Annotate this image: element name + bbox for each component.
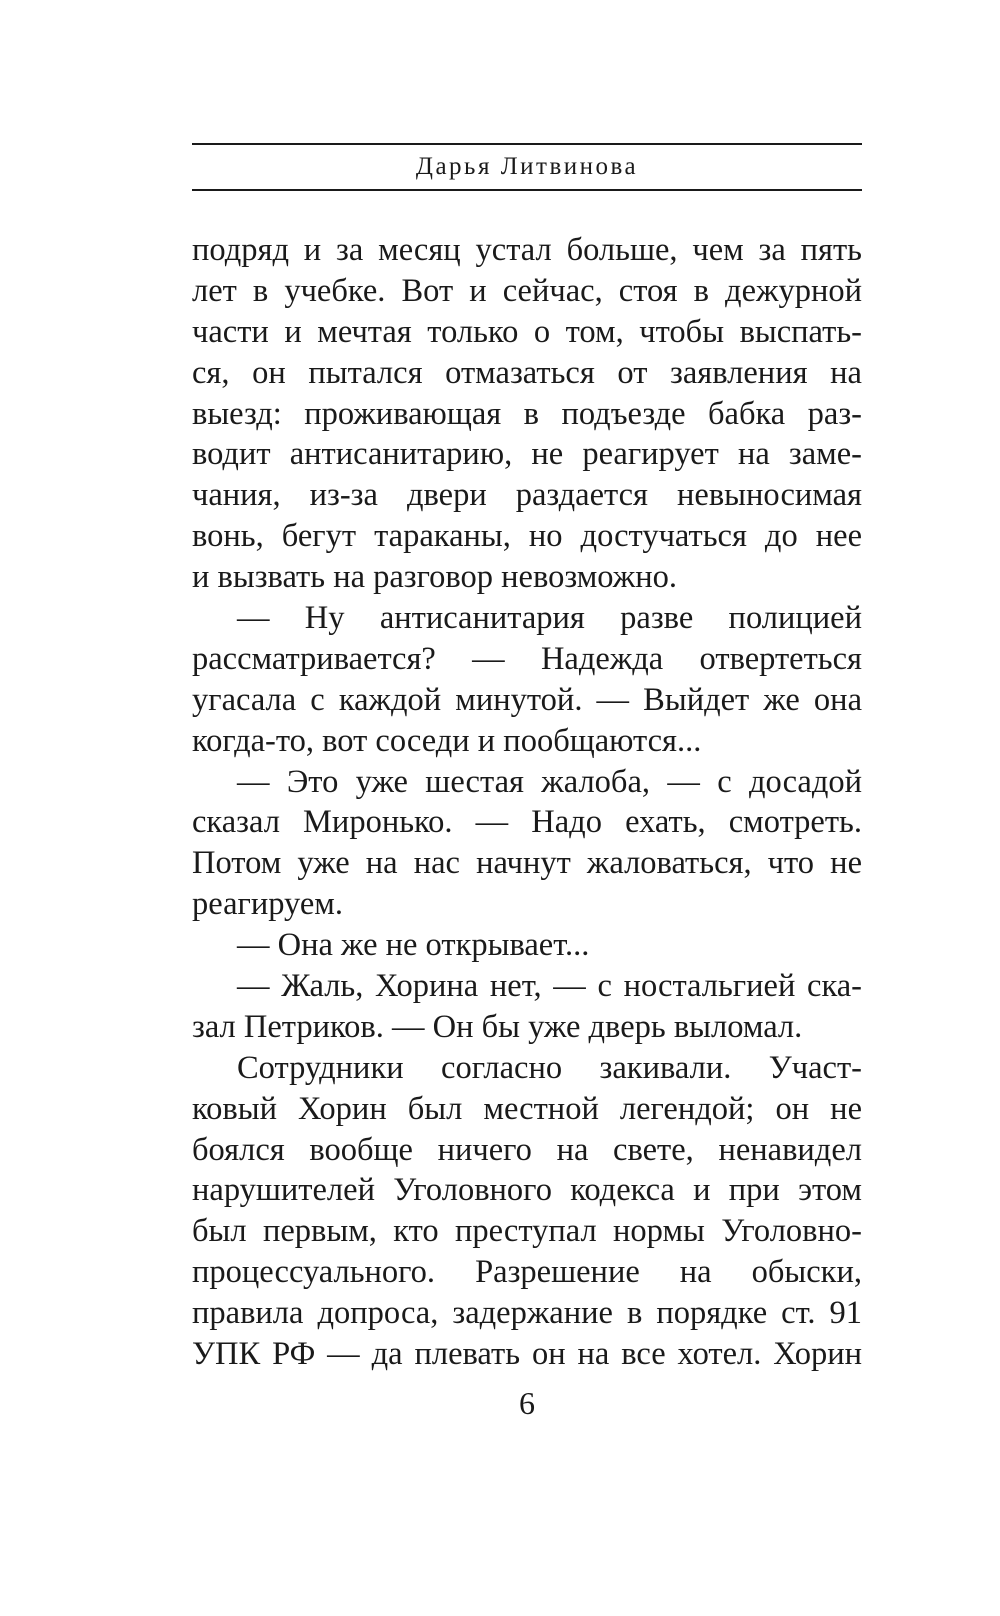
text-line: подряд и за месяц устал больше, чем за пять xyxy=(192,232,862,268)
text-line: — Это уже шестая жалоба, — с досадой xyxy=(237,763,862,800)
text-line: угасала с каждой минутой. — Выйдет же она xyxy=(192,681,862,718)
text-line: рассматривается? — Надежда отвертеться xyxy=(192,640,862,677)
text-line: процессуального. Разрешение на обыски, xyxy=(192,1254,862,1291)
header-top-rule xyxy=(192,143,862,145)
running-head-author: Дарья Литвинова xyxy=(415,153,639,180)
text-line: правила допроса, задержание в порядке ст. 91 xyxy=(192,1295,862,1332)
text-line: вонь, бегут тараканы, но достучаться до нее xyxy=(192,518,862,555)
header-bottom-rule xyxy=(192,189,862,191)
body-text xyxy=(192,230,862,1375)
text-line: Потом уже на нас начнут жаловаться, что не xyxy=(192,845,862,882)
text-line: боялся вообще ничего на свете, ненавидел xyxy=(192,1131,862,1168)
text-line: когда-то, вот соседи и пообщаются... xyxy=(192,722,702,759)
text-line: был первым, кто преступал нормы Уголовно- xyxy=(192,1213,862,1250)
text-line: водит антисанитарию, не реагирует на заме- xyxy=(192,436,862,473)
text-line: лет в учебке. Вот и сейчас, стоя в дежурной xyxy=(192,272,862,309)
text-line: части и мечтая только о том, чтобы выспать- xyxy=(192,313,862,350)
text-line: и вызвать на разговор невозможно. xyxy=(192,559,677,596)
text-line: — Жаль, Хорина нет, — с ностальгией ска- xyxy=(237,968,862,1005)
text-line: нарушителей Уголовного кодекса и при этом xyxy=(192,1172,862,1209)
text-line: сказал Миронько. — Надо ехать, смотреть. xyxy=(192,804,862,841)
text-line: выезд: проживающая в подъезде бабка раз- xyxy=(192,395,862,432)
text-line: ковый Хорин был местной легендой; он не xyxy=(192,1090,862,1127)
text-line: Сотрудники согласно закивали. Участ- xyxy=(237,1049,862,1086)
text-line: — Ну антисанитария разве полицией xyxy=(237,600,862,637)
text-line: — Она же не открывает... xyxy=(237,927,590,964)
text-line: зал Петриков. — Он бы уже дверь выломал. xyxy=(192,1008,803,1045)
text-line: реагируем. xyxy=(192,886,343,923)
text-line: чания, из-за двери раздается невыносимая xyxy=(192,477,862,514)
text-line: УПК РФ — да плевать он на все хотел. Хорин xyxy=(192,1336,862,1373)
text-line: ся, он пытался отмазаться от заявления на xyxy=(192,354,862,391)
page-number: 6 xyxy=(519,1385,535,1421)
